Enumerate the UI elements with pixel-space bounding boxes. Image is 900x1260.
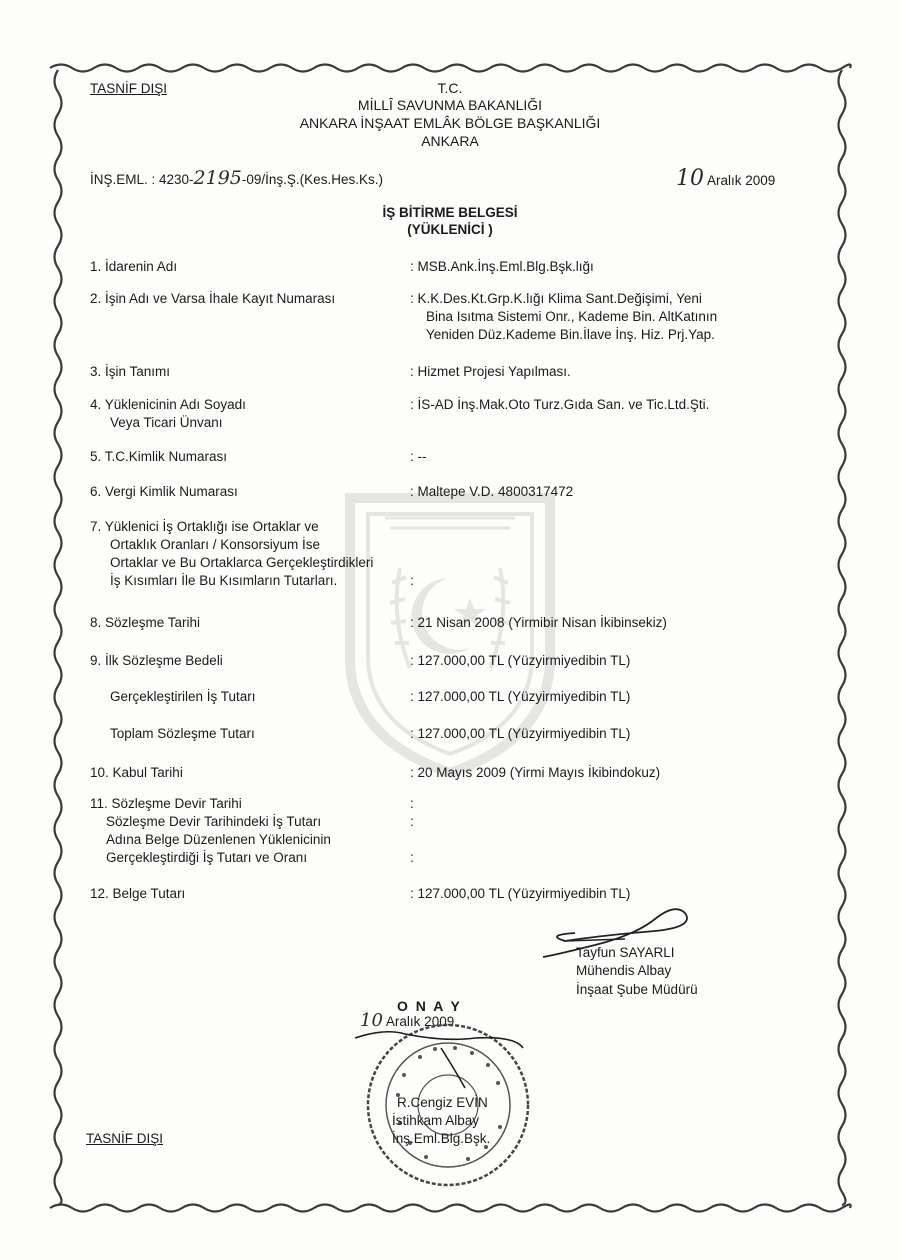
signatory-position: İnşaat Şube Müdürü bbox=[576, 982, 698, 997]
item-3-label: 3. İşin Tanımı bbox=[90, 364, 171, 379]
signatory-name: Tayfun SAYARLI bbox=[576, 945, 675, 960]
item-5-label: 5. T.C.Kimlik Numarası bbox=[90, 449, 228, 464]
approval-date: Aralık 2009 bbox=[385, 1014, 455, 1029]
item-1-label: 1. İdarenin Adı bbox=[90, 259, 178, 274]
item-10-value: : 20 Mayıs 2009 (Yirmi Mayıs İkibindokuz) bbox=[410, 765, 661, 780]
item-2-value-line2: Bina Isıtma Sistemi Onr., Kademe Bin. AltKatının bbox=[426, 309, 718, 324]
header-line2: MİLLÎ SAVUNMA BAKANLIĞI bbox=[357, 97, 543, 113]
signatory-rank: Mühendis Albay bbox=[576, 963, 672, 978]
item-7-label-line3: Ortaklar ve Bu Ortaklarca Gerçekleştirdikleri bbox=[110, 555, 374, 570]
item-4-label-line2: Veya Ticari Ünvanı bbox=[110, 415, 223, 430]
header-line3: ANKARA İNŞAAT EMLÂK BÖLGE BAŞKANLIĞI bbox=[299, 115, 601, 131]
item-7-label: 7. Yüklenici İş Ortaklığı ise Ortaklar ve bbox=[90, 519, 319, 534]
approval-title: O N A Y bbox=[397, 998, 462, 1014]
item-5-value: : -- bbox=[410, 449, 427, 464]
realized-work-label: Gerçekleştirilen İş Tutarı bbox=[110, 689, 256, 704]
approval-handwritten-day: 10 bbox=[360, 1010, 383, 1031]
approval-signature bbox=[345, 1008, 535, 1098]
total-contract-value: : 127.000,00 TL (Yüzyirmiyedibin TL) bbox=[410, 726, 631, 741]
reference-suffix: -09/İnş.Ş.(Kes.Hes.Ks.) bbox=[241, 172, 383, 187]
item-11-label-line3: Adına Belge Düzenlenen Yüklenicinin bbox=[106, 832, 331, 847]
classification-top: TASNİF DIŞI bbox=[90, 81, 168, 96]
item-11-value: : bbox=[410, 796, 414, 811]
item-4-label: 4. Yüklenicinin Adı Soyadı bbox=[90, 397, 246, 412]
item-11-label-line2: Sözleşme Devir Tarihindeki İş Tutarı bbox=[106, 814, 322, 829]
item-7-label-line4: İş Kısımları İle Bu Kısımların Tutarları. bbox=[110, 573, 338, 588]
reference-handwritten-number: 2195 bbox=[193, 167, 242, 189]
total-contract-label: Toplam Sözleşme Tutarı bbox=[110, 726, 255, 741]
realized-work-value: : 127.000,00 TL (Yüzyirmiyedibin TL) bbox=[410, 689, 631, 704]
item-12-label: 12. Belge Tutarı bbox=[90, 886, 186, 901]
item-9-value: : 127.000,00 TL (Yüzyirmiyedibin TL) bbox=[410, 653, 631, 668]
approval-name: R.Cengiz EVİN bbox=[397, 1095, 488, 1110]
date-month-year: Aralık 2009 bbox=[707, 173, 776, 188]
item-9-label: 9. İlk Sözleşme Bedeli bbox=[90, 653, 223, 668]
reference-line bbox=[90, 167, 383, 189]
header-line1: T.C. bbox=[437, 80, 463, 96]
document-subtitle: (YÜKLENİCİ ) bbox=[407, 222, 493, 237]
item-10-label: 10. Kabul Tarihi bbox=[90, 765, 183, 780]
item-7-label-line2: Ortaklık Oranları / Konsorsiyum İse bbox=[110, 537, 321, 552]
item-11-label-line4: Gerçekleştirdiği İş Tutarı ve Oranı bbox=[106, 850, 308, 865]
item-1-value: : MSB.Ank.İnş.Eml.Blg.Bşk.lığı bbox=[410, 259, 594, 274]
item-6-value: : Maltepe V.D. 4800317472 bbox=[410, 484, 574, 499]
item-6-label: 6. Vergi Kimlik Numarası bbox=[90, 484, 238, 499]
document-title: İŞ BİTİRME BELGESİ bbox=[382, 205, 518, 220]
item-11-value-line2: : bbox=[410, 814, 414, 829]
item-12-value: : 127.000,00 TL (Yüzyirmiyedibin TL) bbox=[410, 886, 631, 901]
item-7-value: : bbox=[410, 573, 414, 588]
item-11-value-line3: : bbox=[410, 850, 414, 865]
item-3-value: : Hizmet Projesi Yapılması. bbox=[410, 364, 571, 379]
item-8-label: 8. Sözleşme Tarihi bbox=[90, 615, 201, 630]
reference-prefix: İNŞ.EML. : 4230- bbox=[90, 172, 194, 187]
document-date bbox=[676, 166, 776, 191]
item-4-value: : İS-AD İnş.Mak.Oto Turz.Gıda San. ve Tic.Ltd.Şti. bbox=[410, 397, 710, 412]
approval-office: İnş.Eml.Blg.Bşk. bbox=[392, 1131, 491, 1146]
item-11-label: 11. Sözleşme Devir Tarihi bbox=[90, 796, 242, 811]
classification-bottom: TASNİF DIŞI bbox=[86, 1131, 164, 1146]
date-handwritten-day: 10 bbox=[676, 166, 704, 191]
item-8-value: : 21 Nisan 2008 (Yirmibir Nisan İkibinsekiz) bbox=[410, 615, 667, 630]
item-2-value: : K.K.Des.Kt.Grp.K.lığı Klima Sant.Değişimi, Yeni bbox=[410, 291, 702, 306]
header-line4: ANKARA bbox=[421, 133, 479, 149]
item-2-value-line3: Yeniden Düz.Kademe Bin.İlave İnş. Hiz. Prj.Yap. bbox=[426, 327, 715, 342]
approval-rank: İstihkam Albay bbox=[392, 1113, 480, 1128]
item-2-label: 2. İşin Adı ve Varsa İhale Kayıt Numarası bbox=[90, 291, 336, 306]
